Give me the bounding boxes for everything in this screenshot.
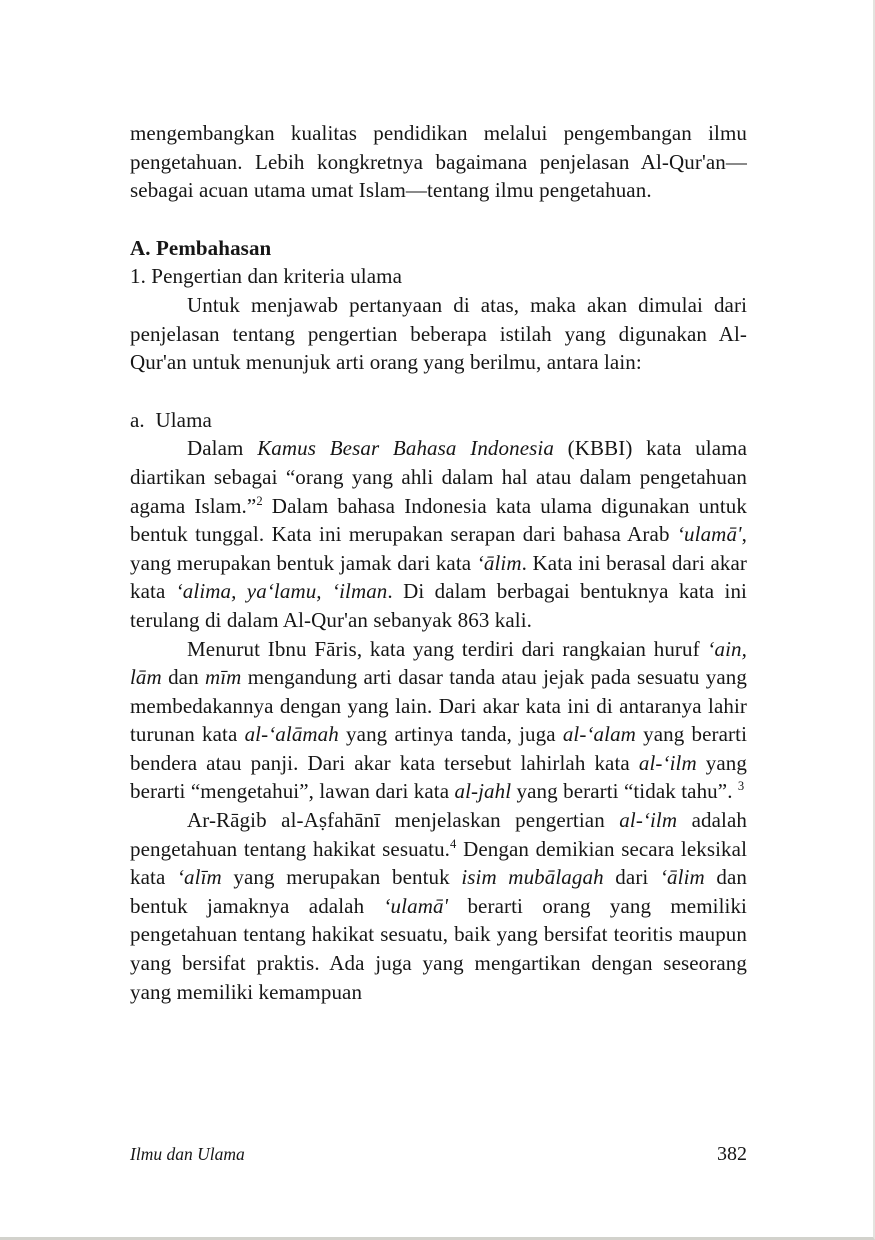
text-run: , yang merupakan bentuk jamak dari kata <box>130 522 747 575</box>
text-run: yang berarti “mengetahui”, lawan dari kata <box>130 750 747 804</box>
footnote-marker: 3 <box>737 779 745 794</box>
text-run: Dalam bahasa Indonesia kata ulama digunakan untuk bentuk tunggal. Kata ini merupakan serapan dari bahasa Arab <box>130 493 747 547</box>
italic-term: ‘alima, ya‘lamu, ‘ilman <box>175 579 388 604</box>
text-run: dari <box>603 865 660 890</box>
footer-running-title: Ilmu dan Ulama <box>130 1144 245 1164</box>
paragraph-untuk-menjawab <box>130 291 747 377</box>
text-run: berarti orang yang memiliki pengetahuan tentang hakikat sesuatu, baik yang bersifat teoritis maupun yang bersifat praktis. Ada juga yang mengartikan dengan seseorang yang memiliki kemampuan <box>130 893 747 1004</box>
footer-page-number: 382 <box>717 1143 747 1165</box>
italic-term: al-‘ilm <box>619 808 678 833</box>
text-run: yang merupakan bentuk <box>221 865 462 890</box>
text-run: Menurut Ibnu Fāris, kata yang terdiri dari rangkaian huruf <box>187 636 708 661</box>
paragraph-ibnu-faris <box>130 635 747 807</box>
document-body <box>130 119 747 1006</box>
footnote-marker: 2 <box>256 493 263 508</box>
text-run: . Di dalam berbagai bentuknya kata ini terulang di dalam Al-Qur'an sebanyak 863 kali. <box>130 579 747 632</box>
italic-term: ‘ain, lām <box>130 636 747 690</box>
italic-term: Kamus Besar Bahasa Indonesia <box>257 436 554 461</box>
text-run: (KBBI) kata ulama diartikan sebagai “orang yang ahli dalam hal atau dalam pengetahuan agama Islam.” <box>130 436 747 518</box>
subsection-heading-pengertian <box>130 262 747 291</box>
list-item-a-ulama <box>130 406 747 435</box>
text-run: Ar-Rāgib al-Aṣfahānī menjelaskan pengertian <box>187 808 620 833</box>
paragraph-kbbi-definition <box>130 434 747 634</box>
text-run: yang berarti bendera atau panji. Dari akar kata tersebut lahirlah kata <box>130 722 747 775</box>
text-run: dan <box>161 665 205 690</box>
text-run: adalah pengetahuan tentang hakikat sesuatu. <box>130 808 747 861</box>
italic-term: ‘alīm <box>176 865 222 890</box>
text-run: mengandung arti dasar tanda atau jejak pada sesuatu yang membedakannya dengan yang lain. Dari akar kata ini di antaranya lahir turunan kata <box>130 665 747 747</box>
italic-term: ‘ālim <box>659 865 705 890</box>
italic-term: ‘ālim <box>476 550 522 575</box>
italic-term: al-‘ilm <box>638 750 697 775</box>
text-run: Untuk menjawab pertanyaan di atas, maka akan dimulai dari penjelasan tentang pengertian beberapa istilah yang digunakan Al-Qur'an untuk menunjuk arti orang yang berilmu, antara lain: <box>130 292 747 375</box>
text-run: mengembangkan kualitas pendidikan melalui pengembangan ilmu pengetahuan. Lebih kongkretnya bagaimana penjelasan Al-Qur'an—sebagai acuan utama umat Islam—tentang ilmu pengetahuan. <box>130 121 747 203</box>
italic-term: ‘ulamā' <box>676 522 742 547</box>
paragraph-continued <box>130 119 747 205</box>
italic-term: al-jahl <box>454 779 512 804</box>
text-run: . Kata ini berasal dari akar kata <box>130 550 747 604</box>
italic-term: ‘ulamā' <box>383 893 449 918</box>
text-run: Dengan demikian secara leksikal kata <box>130 836 747 890</box>
italic-term: mīm <box>204 665 242 690</box>
page-footer <box>130 1143 747 1166</box>
paragraph-ar-ragib <box>130 806 747 1006</box>
italic-term: al-‘alāmah <box>244 722 339 747</box>
footnote-marker: 4 <box>450 836 457 851</box>
text-run: dan bentuk jamaknya adalah <box>130 865 747 918</box>
italic-term: isim mubālagah <box>461 865 604 890</box>
italic-term: al-‘alam <box>562 722 636 747</box>
text-run: 1. Pengertian dan kriteria ulama <box>130 264 403 289</box>
text-run: yang berarti “tidak tahu”. <box>511 779 738 804</box>
text-run: Dalam <box>187 436 258 461</box>
section-heading-pembahasan <box>130 234 747 263</box>
text-run: A. Pembahasan <box>130 235 272 260</box>
text-run: yang artinya tanda, juga <box>338 722 563 747</box>
text-run: a. Ulama <box>130 407 212 432</box>
